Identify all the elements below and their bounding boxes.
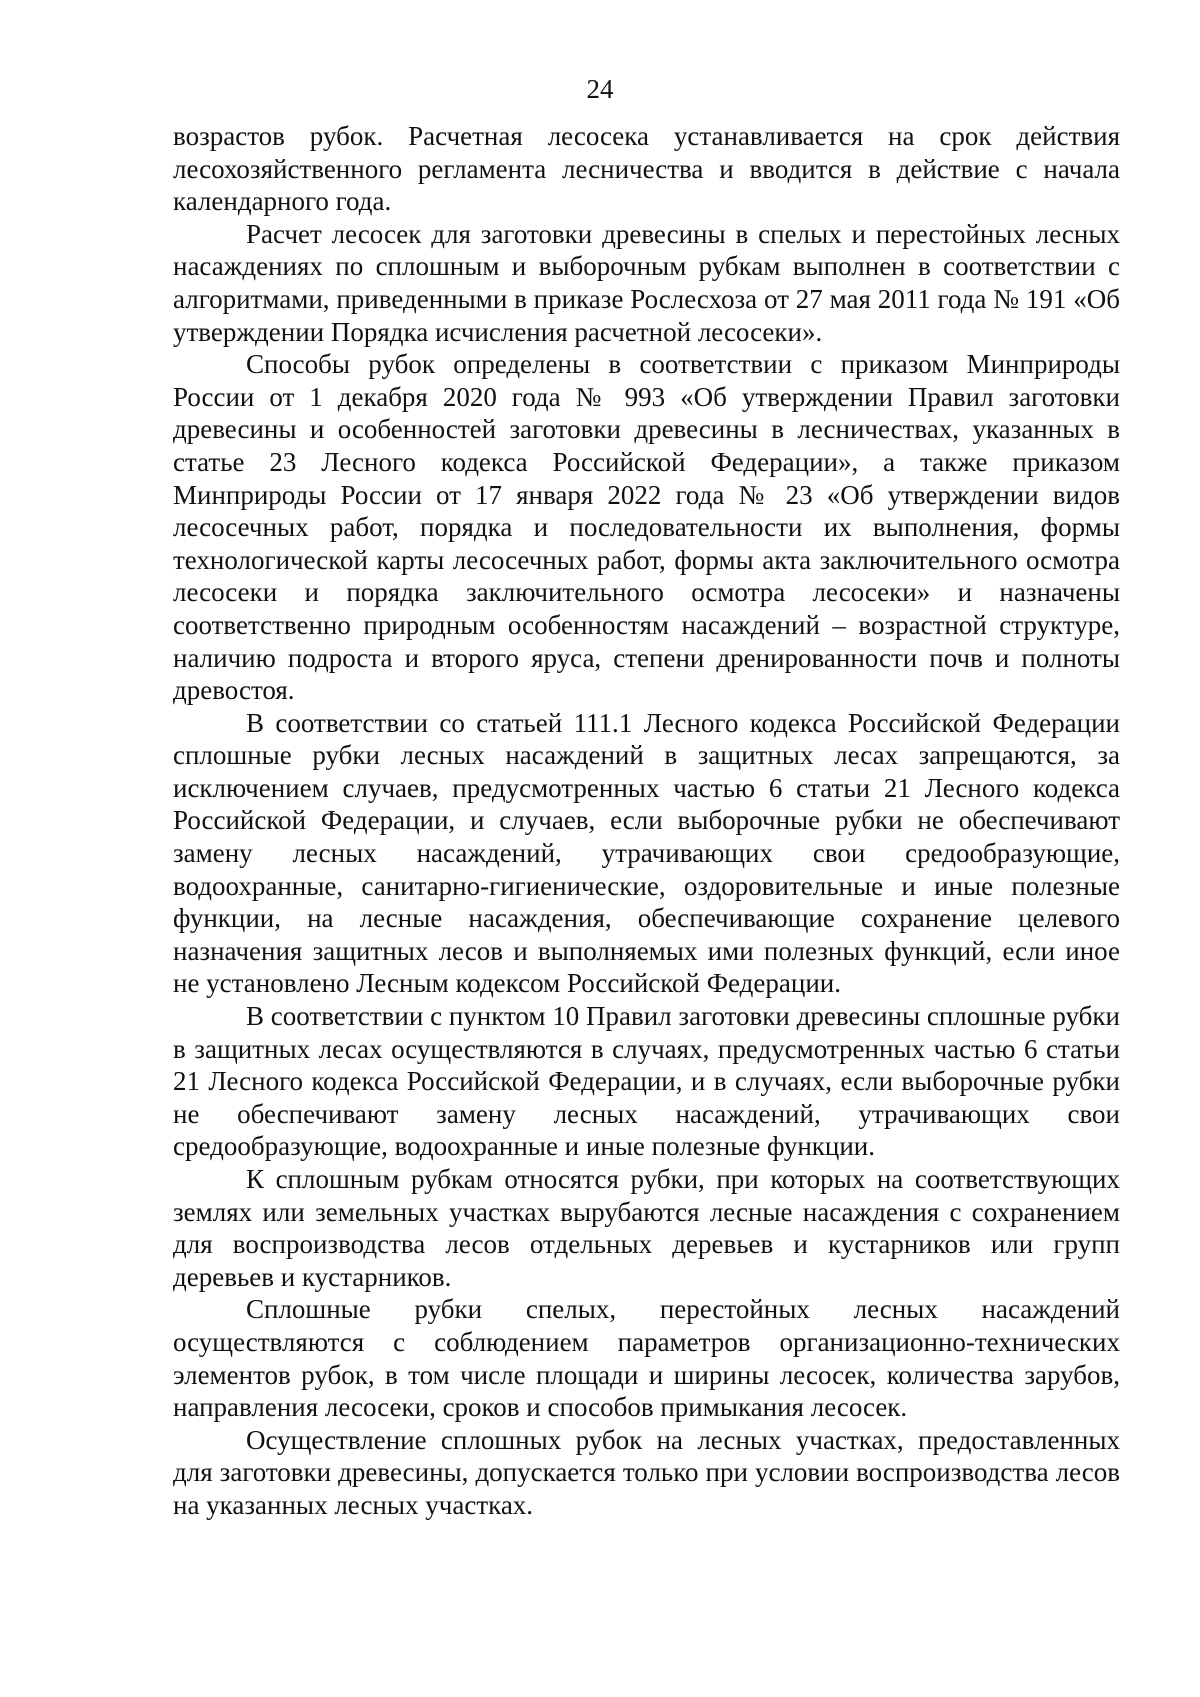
- paragraph-reproduction-condition: Осуществление сплошных рубок на лесных участках, предоставленных для заготовки древесины, допускается только при условии воспроизводства лесов на указанных лесных участках.: [173, 1424, 1120, 1520]
- page-number: 24: [586, 74, 614, 104]
- paragraph-lesoseka-calculation: Расчет лесосек для заготовки древесины в спелых и перестойных лесных насаждениях по сплошным и выборочным рубкам выполнен в соответствии с алгоритмами, приведенными в приказе Рослесхоза от 27 мая 2011 года № 191 «Об утверждении Порядка исчисления расчетной лесосеки».: [173, 218, 1120, 347]
- paragraph-clear-cutting-parameters: Сплошные рубки спелых, перестойных лесных насаждений осуществляются с соблюдением параметров организационно-технических элементов рубок, в том числе площади и ширины лесосек, количества зарубов, направления лесосеки, сроков и способов примыкания лесосек.: [173, 1294, 1120, 1423]
- paragraph-clear-cutting-definition: К сплошным рубкам относятся рубки, при которых на соответствующих землях или земельных участках вырубаются лесные насаждения с сохранением для воспроизводства лесов отдельных деревьев и кустарников или групп деревьев и кустарников.: [173, 1164, 1120, 1292]
- paragraph-continuation: возрастов рубок. Расчетная лесосека устанавливается на срок действия лесохозяйственного регламента лесничества и вводится в действие с начала календарного года.: [173, 121, 1120, 217]
- document-body: [173, 120, 1120, 1522]
- paragraph-point-10-rules: В соответствии с пунктом 10 Правил заготовки древесины сплошные рубки в защитных лесах осуществляются в случаях, предусмотренных частью 6 статьи 21 Лесного кодекса Российской Федерации, и в случаях, если выборочные рубки не обеспечивают замену лесных насаждений, утрачивающих свои средообразующие, водоохранные и иные полезные функции.: [173, 1001, 1120, 1162]
- paragraph-cutting-methods: Способы рубок определены в соответствии с приказом Минприроды России от 1 декабря 2020 года № 993 «Об утверждении Правил заготовки древесины и особенностей заготовки древесины в лесничествах, указанных в статье 23 Лесного кодекса Российской Федерации», а также приказом Минприроды России от 17 января 2022 года № 23 «Об утверждении видов лесосечных работ, порядка и последовательности их выполнения, формы технологической карты лесосечных работ, формы акта заключительного осмотра лесосеки и порядка заключительного осмотра лесосеки» и назначены соответственно природным особенностям насаждений – возрастной структуре, наличию подроста и второго яруса, степени дренированности почв и полноты древостоя.: [173, 349, 1120, 706]
- paragraph-article-111-1: В соответствии со статьей 111.1 Лесного кодекса Российской Федерации сплошные рубки лесных насаждений в защитных лесах запрещаются, за исключением случаев, предусмотренных частью 6 статьи 21 Лесного кодекса Российской Федерации, и случаев, если выборочные рубки не обеспечивают замену лесных насаждений, утрачивающих свои средообразующие, водоохранные, санитарно-гигиенические, оздоровительные и иные полезные функции, на лесные насаждения, обеспечивающие сохранение целевого назначения защитных лесов и выполняемых ими полезных функций, если иное не установлено Лесным кодексом Российской Федерации.: [173, 707, 1120, 999]
